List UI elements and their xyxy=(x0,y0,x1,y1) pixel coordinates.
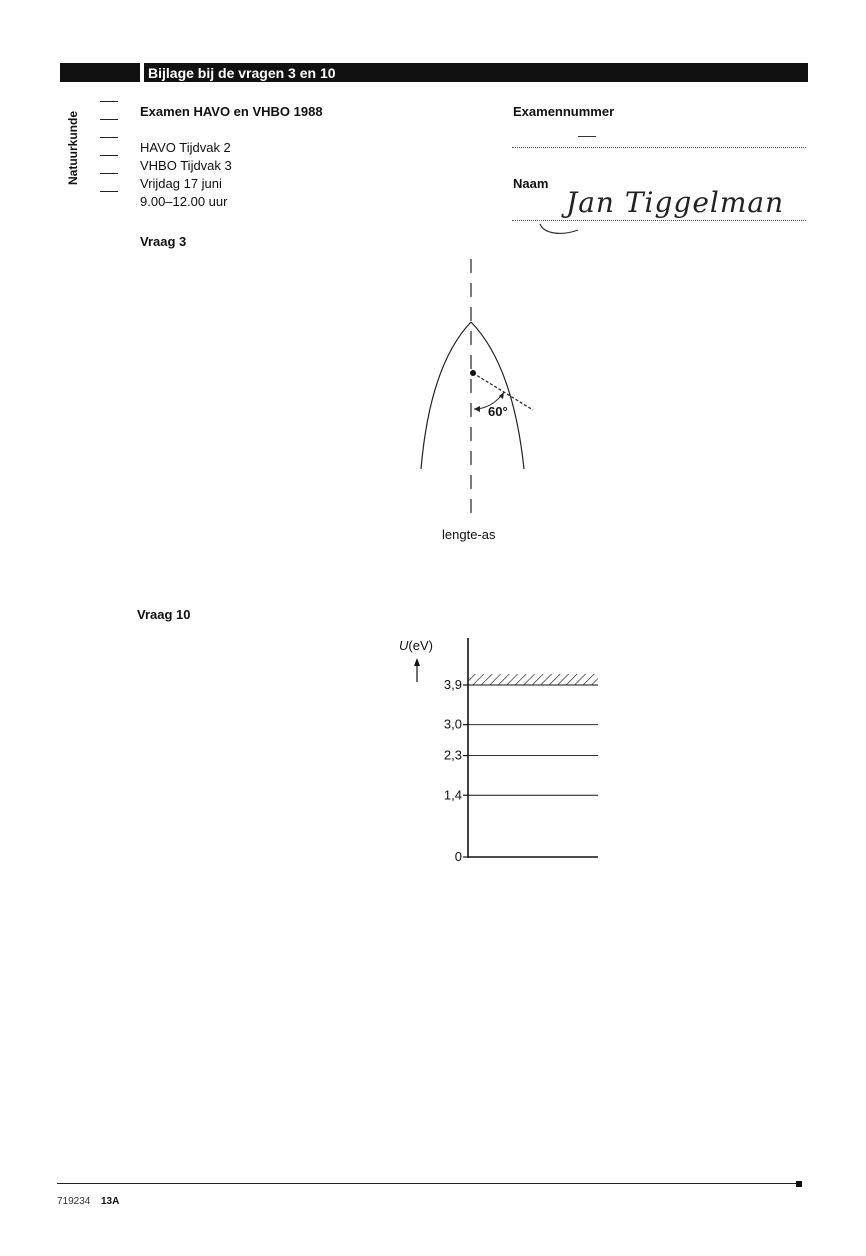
vraag3-label: Vraag 3 xyxy=(140,234,187,249)
header-divider xyxy=(140,63,144,82)
footer-rule xyxy=(57,1183,799,1184)
energy-level-label: 1,4 xyxy=(443,787,462,803)
energy-level-label: 0 xyxy=(454,849,462,864)
margin-tick xyxy=(100,191,118,192)
angle-arrowhead xyxy=(474,406,480,412)
energy-level-label: 2,3 xyxy=(443,747,462,763)
energy-level-label: 3,9 xyxy=(443,677,462,692)
margin-tick xyxy=(100,101,118,102)
energy-level-diagram xyxy=(400,630,610,870)
vraag3-diagram xyxy=(400,255,550,535)
ray-origin-dot xyxy=(470,370,476,376)
exam-line: 9.00–12.00 uur xyxy=(140,194,228,209)
energy-level-label: 3,0 xyxy=(443,716,462,732)
length-axis-label: lengte-as xyxy=(442,527,496,542)
footer-code: 719234 xyxy=(57,1196,91,1207)
name-label: Naam xyxy=(513,176,549,191)
name-value: Jan Tiggelman xyxy=(566,186,785,219)
ionization-hatch xyxy=(468,674,598,685)
angle-label: 60° xyxy=(488,404,508,419)
signature-flourish xyxy=(536,214,596,238)
exam-title: Examen HAVO en VHBO 1988 xyxy=(140,104,323,119)
arc-left xyxy=(421,322,471,469)
exam-number-field[interactable] xyxy=(512,147,806,148)
exam-line: VHBO Tijdvak 3 xyxy=(140,158,232,173)
margin-tick xyxy=(100,173,118,174)
footer-marker xyxy=(796,1181,802,1187)
header-title: Bijlage bij de vragen 3 en 10 xyxy=(148,65,336,81)
axis-arrow-head xyxy=(414,658,420,666)
exam-number-label: Examennummer xyxy=(513,104,615,119)
energy-axis-symbol: U xyxy=(399,638,409,653)
exam-line: Vrijdag 17 juni xyxy=(140,176,222,191)
energy-axis-unit: (eV) xyxy=(408,638,433,653)
subject-label-container xyxy=(66,100,86,190)
arc-right xyxy=(471,322,524,469)
subject-label: Natuurkunde xyxy=(66,110,80,185)
margin-tick xyxy=(100,119,118,120)
margin-tick xyxy=(100,155,118,156)
margin-tick xyxy=(100,137,118,138)
exam-line: HAVO Tijdvak 2 xyxy=(140,140,231,155)
footer-page: 13A xyxy=(101,1196,120,1207)
exam-number-mark xyxy=(578,136,596,137)
vraag10-label: Vraag 10 xyxy=(137,607,191,622)
